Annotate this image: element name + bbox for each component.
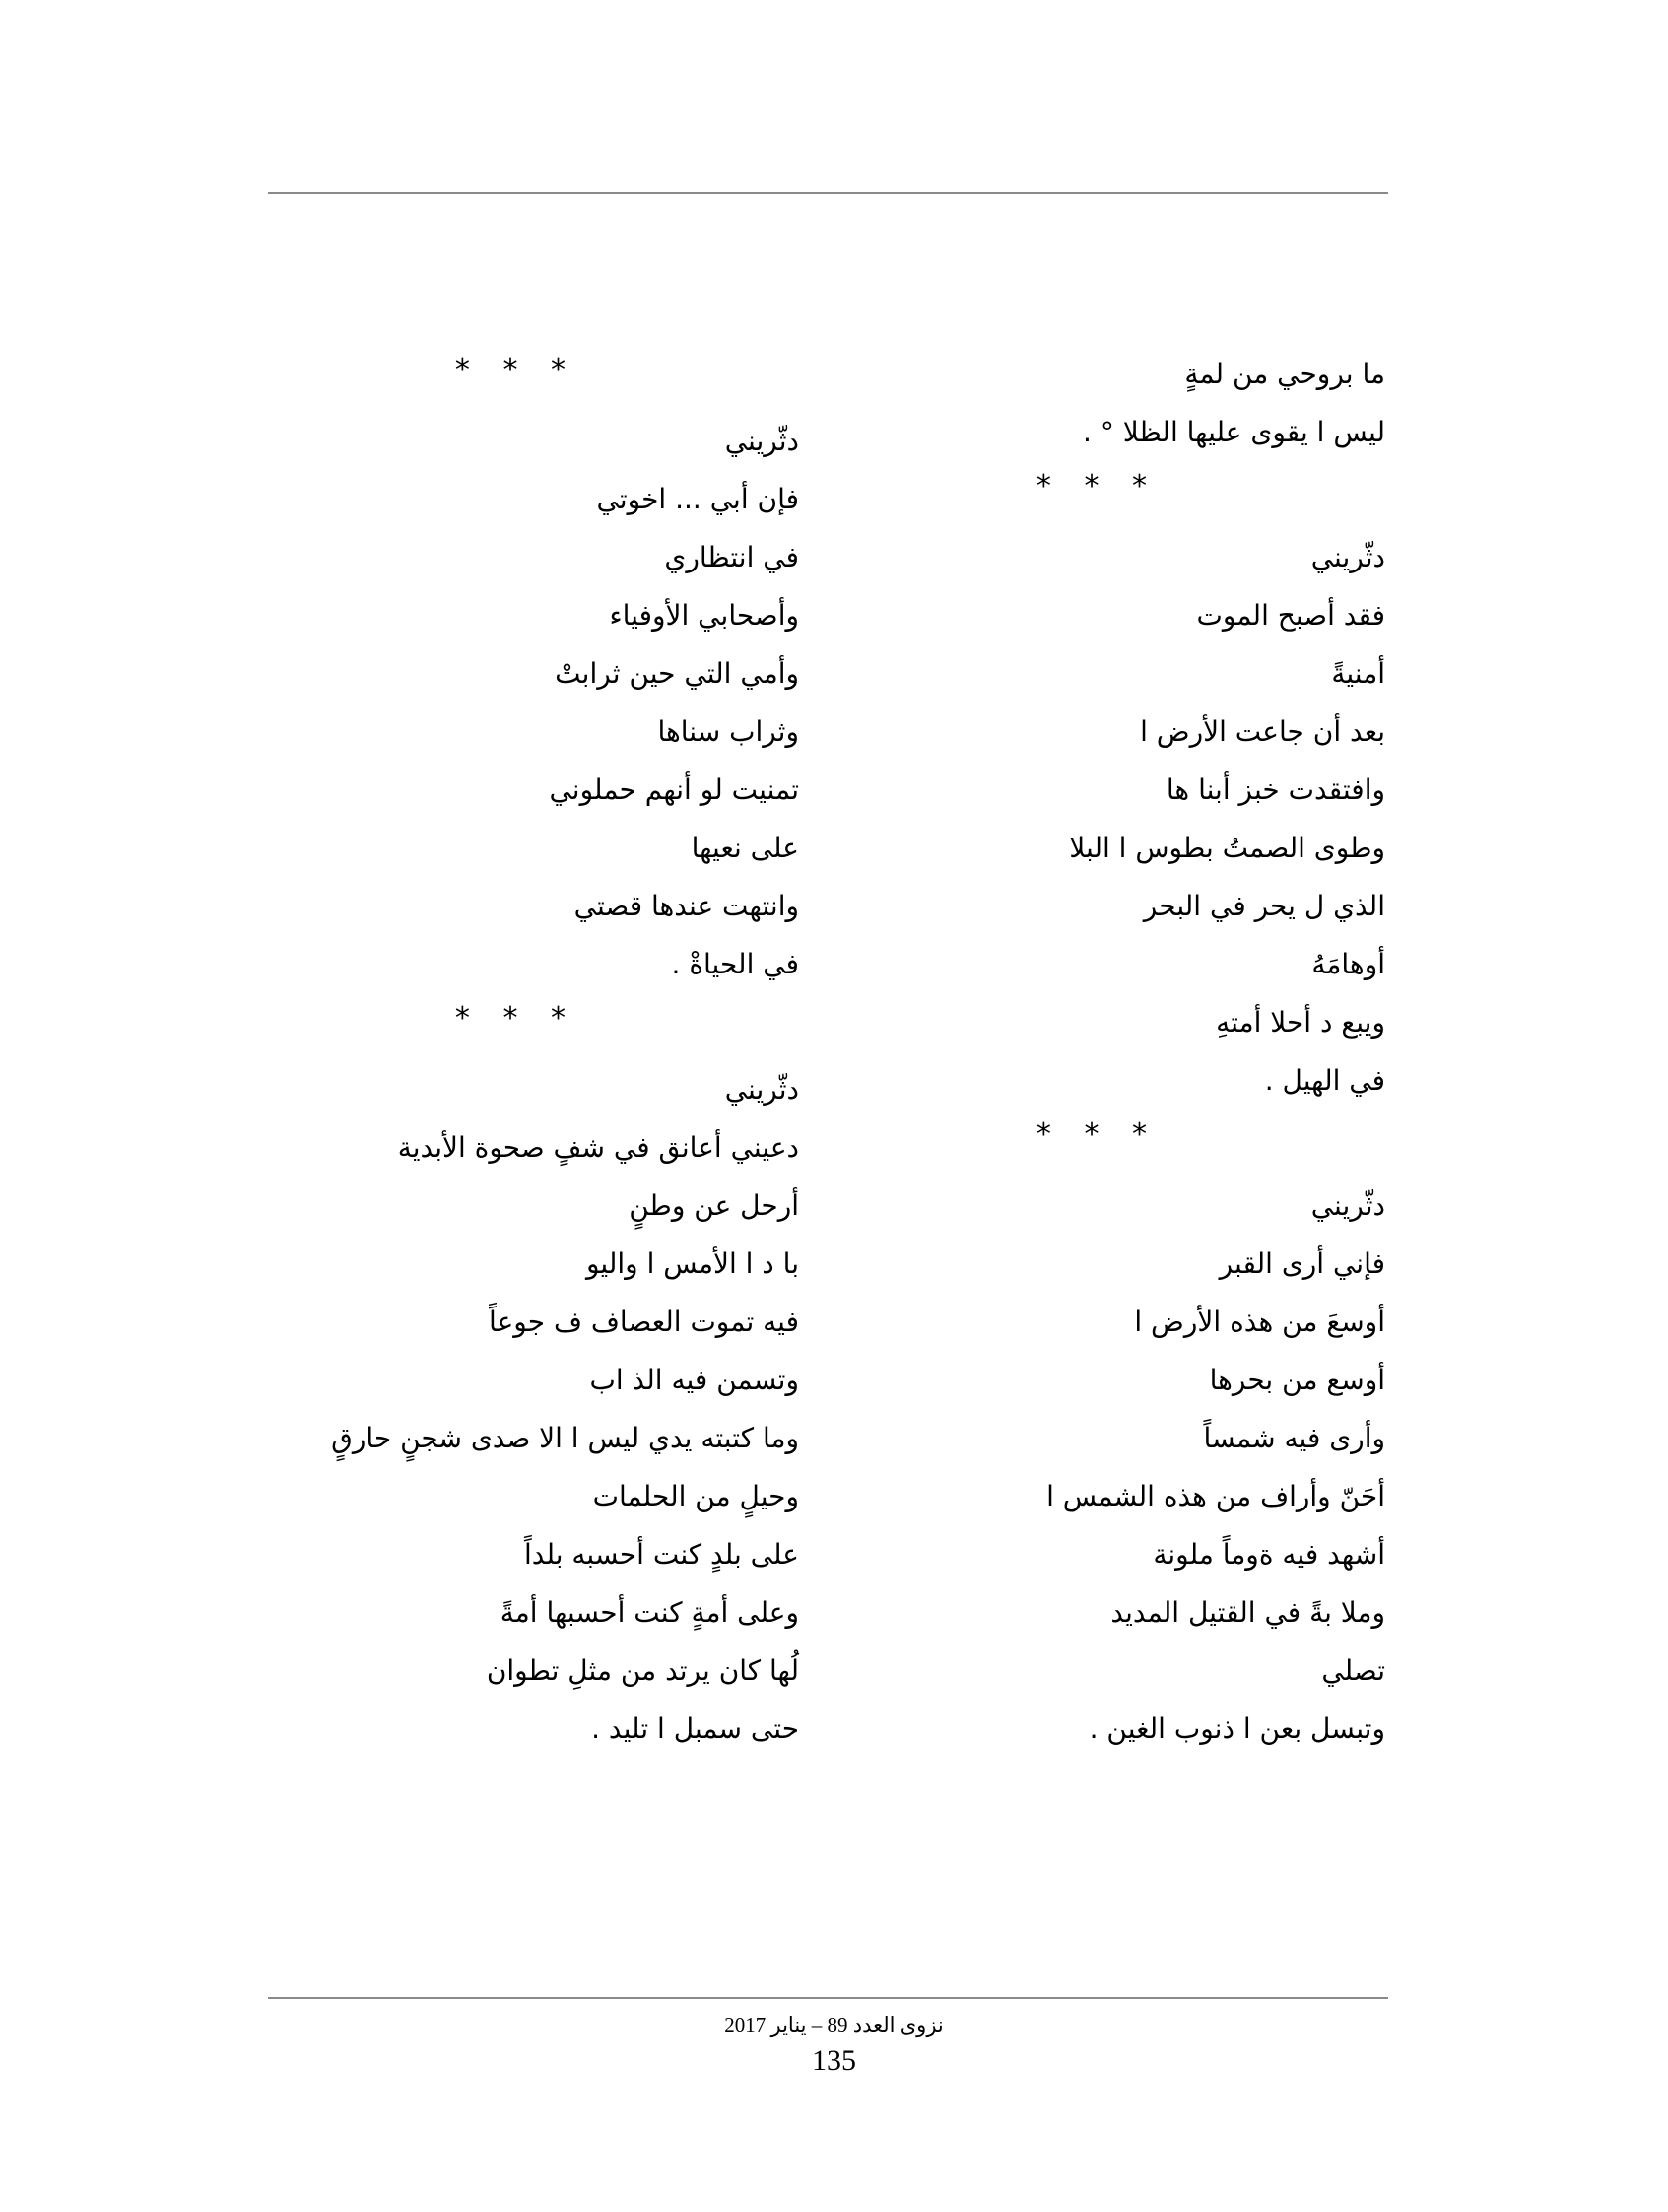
poem-line: دثّريني <box>724 425 799 457</box>
poem-line: وثراب سناها <box>657 715 799 748</box>
poem-line: با د ا الأمس ا واليو <box>585 1247 799 1280</box>
poem-line: ليس ا يقوى عليها الظلا ° . <box>1083 416 1385 448</box>
poem-line: ما بروحي من لمةٍ <box>1184 358 1385 390</box>
poem-line: وأرى فيه شمساً <box>1203 1422 1385 1454</box>
poem-line: وما كتبته يدي ليس ا الا صدى شجنٍ حارقٍ <box>331 1422 799 1454</box>
poem-line: وانتهت عندها قصتي <box>573 890 799 922</box>
poem-line: دعيني أعانق في شفٍ صحوة الأبدية <box>397 1131 799 1164</box>
poem-line: وطوى الصمتُ بطوس ا البلا <box>1069 832 1385 864</box>
poem-line: فقد أصبح الموت <box>1196 599 1385 632</box>
poem-line: وتسمن فيه الذ اب <box>589 1364 799 1396</box>
section-separator: * * * <box>1035 469 1159 503</box>
poem-line: أشهد فيه ةوماً ملونة <box>1153 1538 1385 1571</box>
poem-line: وعلى أمةٍ كنت أحسبها أمةً <box>500 1596 799 1629</box>
page-number: 135 <box>812 2044 856 2077</box>
footer-rule <box>268 1997 1388 1999</box>
poem-line: أوسعَ من هذه الأرض ا <box>1134 1306 1385 1338</box>
poem-line: في الهيل . <box>1264 1064 1385 1097</box>
poem-line: دثّريني <box>1310 541 1385 573</box>
poem-line: فيه تموت العصاف ف جوعاً <box>489 1306 799 1338</box>
section-separator: * * * <box>454 1001 577 1036</box>
issue-info: نزوى العدد 89 – يناير 2017 <box>724 2013 944 2037</box>
poem-line: لُها كان يرتد من مثلِ تطوان <box>486 1654 799 1687</box>
poem-line: أرحل عن وطنٍ <box>629 1189 799 1222</box>
poem-line: في انتظاري <box>664 541 799 573</box>
poem-line: على بلدٍ كنت أحسبه بلداً <box>523 1538 799 1571</box>
poem-line: وأمي التي حين ثرابتْ <box>555 657 799 690</box>
poem-line: حتى سمبل ا تليد . <box>591 1712 799 1745</box>
poem-line: أحَنّ وأراف من هذه الشمس ا <box>1046 1480 1385 1512</box>
poem-line: الذي ل يحر في البحر <box>1143 890 1385 922</box>
poem-line: وأصحابي الأوفياء <box>609 599 799 632</box>
poem-line: ويبع د أحلا أمتهِ <box>1216 1006 1385 1039</box>
poem-column-right <box>834 345 1385 1758</box>
poem-line: فإن أبي ... اخوتي <box>596 483 799 515</box>
poem-line: على نعيها <box>691 832 799 864</box>
poem-line: وحيلٍ من الحلمات <box>592 1480 799 1512</box>
poem-line: تصلي <box>1321 1654 1385 1687</box>
poem-line: أمنيةً <box>1331 657 1385 690</box>
poem-line: وافتقدت خبز أبنا ها <box>1166 773 1385 806</box>
poem-line: أوهامَهُ <box>1311 948 1385 980</box>
poem-line: تمنيت لو أنهم حملوني <box>549 773 799 806</box>
page-footer <box>0 2008 1668 2081</box>
poem-line: وتبسل بعن ا ذنوب الغين . <box>1089 1712 1385 1745</box>
poem-line: دثّريني <box>1310 1189 1385 1222</box>
header-rule <box>268 192 1388 194</box>
poem-line: دثّريني <box>724 1073 799 1106</box>
poem-line: وملا بةً في القتيل المديد <box>1110 1596 1385 1629</box>
poem-column-left <box>168 345 799 1758</box>
poem-line: في الحياةْ . <box>671 948 799 980</box>
poem-line: أوسع من بحرها <box>1209 1364 1385 1396</box>
poem-line: فإني أرى القبر <box>1219 1247 1385 1280</box>
poem-line: بعد أن جاعت الأرض ا <box>1140 715 1385 748</box>
section-separator: * * * <box>454 353 577 387</box>
section-separator: * * * <box>1035 1117 1159 1152</box>
